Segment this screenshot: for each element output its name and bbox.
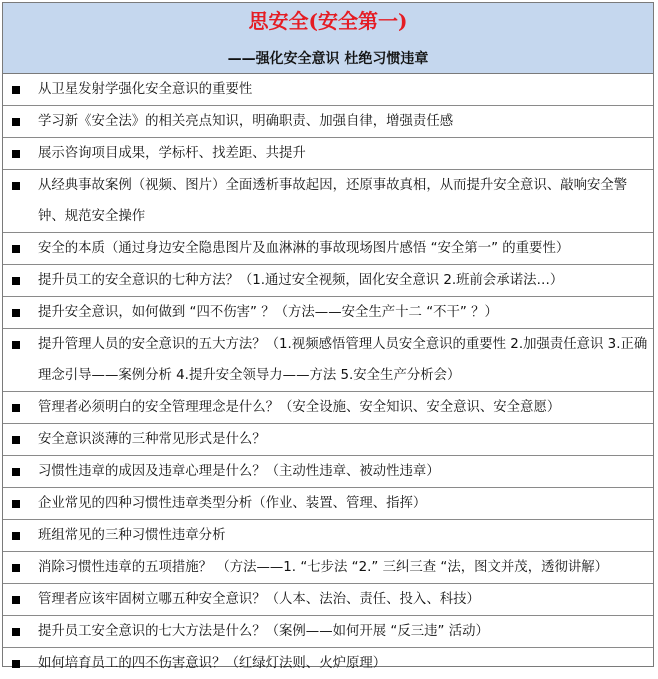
list-item: 管理者必须明白的安全管理理念是什么？（安全设施、安全知识、安全意识、安全意愿） <box>3 392 653 424</box>
square-bullet-icon <box>12 628 20 636</box>
list-item: 展示咨询项目成果，学标杆、找差距、共提升 <box>3 138 653 170</box>
square-bullet-icon <box>12 468 20 476</box>
course-outline-table <box>2 2 654 671</box>
list-item: 习惯性违章的成因及违章心理是什么？（主动性违章、被动性违章） <box>3 456 653 488</box>
list-item: 提升安全意识，如何做到 “四不伤害” ？（方法——安全生产十二 “不干” ？） <box>3 297 653 329</box>
square-bullet-icon <box>12 277 20 285</box>
list-item: 提升管理人员的安全意识的五大方法？（1.视频感悟管理人员安全意识的重要性 2.加强责任意识 3.正确理念引导——案例分析 4.提升安全领导力——方法 5.安全生产分析会） <box>3 329 653 392</box>
square-bullet-icon <box>12 182 20 190</box>
outline-list <box>3 74 653 679</box>
page-subtitle: ——强化安全意识 杜绝习惯违章 <box>227 51 429 67</box>
list-item: 消除习惯性违章的五项措施？ （方法——1. “七步法 “2.” 三纠三查 “法，图文并茂，透彻讲解） <box>3 552 653 584</box>
square-bullet-icon <box>12 404 20 412</box>
list-item: 从经典事故案例（视频、图片）全面透析事故起因，还原事故真相，从而提升安全意识、敲响安全警钟、规范安全操作 <box>3 170 653 233</box>
table-header <box>3 3 653 74</box>
list-item: 安全的本质（通过身边安全隐患图片及血淋淋的事故现场图片感悟 “安全第一” 的重要性） <box>3 233 653 265</box>
square-bullet-icon <box>12 245 20 253</box>
list-item: 提升员工安全意识的七大方法是什么？（案例——如何开展 “反三违” 活动） <box>3 616 653 648</box>
square-bullet-icon <box>12 86 20 94</box>
list-item: 提升员工的安全意识的七种方法？（1.通过安全视频，固化安全意识 2.班前会承诺法…） <box>3 265 653 297</box>
square-bullet-icon <box>12 118 20 126</box>
page-title: 思安全(安全第一) <box>248 9 408 33</box>
square-bullet-icon <box>12 150 20 158</box>
square-bullet-icon <box>12 564 20 572</box>
square-bullet-icon <box>12 436 20 444</box>
list-item: 学习新《安全法》的相关亮点知识，明确职责、加强自律，增强责任感 <box>3 106 653 138</box>
list-item: 从卫星发射学强化安全意识的重要性 <box>3 74 653 106</box>
list-item: 管理者应该牢固树立哪五种安全意识？（人本、法治、责任、投入、科技） <box>3 584 653 616</box>
square-bullet-icon <box>12 596 20 604</box>
square-bullet-icon <box>12 660 20 668</box>
list-item: 安全意识淡薄的三种常见形式是什么？ <box>3 424 653 456</box>
square-bullet-icon <box>12 309 20 317</box>
list-item: 企业常见的四种习惯性违章类型分析（作业、装置、管理、指挥） <box>3 488 653 520</box>
list-item: 如何培育员工的四不伤害意识？（红绿灯法则、火炉原理） <box>3 648 653 679</box>
square-bullet-icon <box>12 341 20 349</box>
square-bullet-icon <box>12 532 20 540</box>
square-bullet-icon <box>12 500 20 508</box>
list-item: 班组常见的三种习惯性违章分析 <box>3 520 653 552</box>
